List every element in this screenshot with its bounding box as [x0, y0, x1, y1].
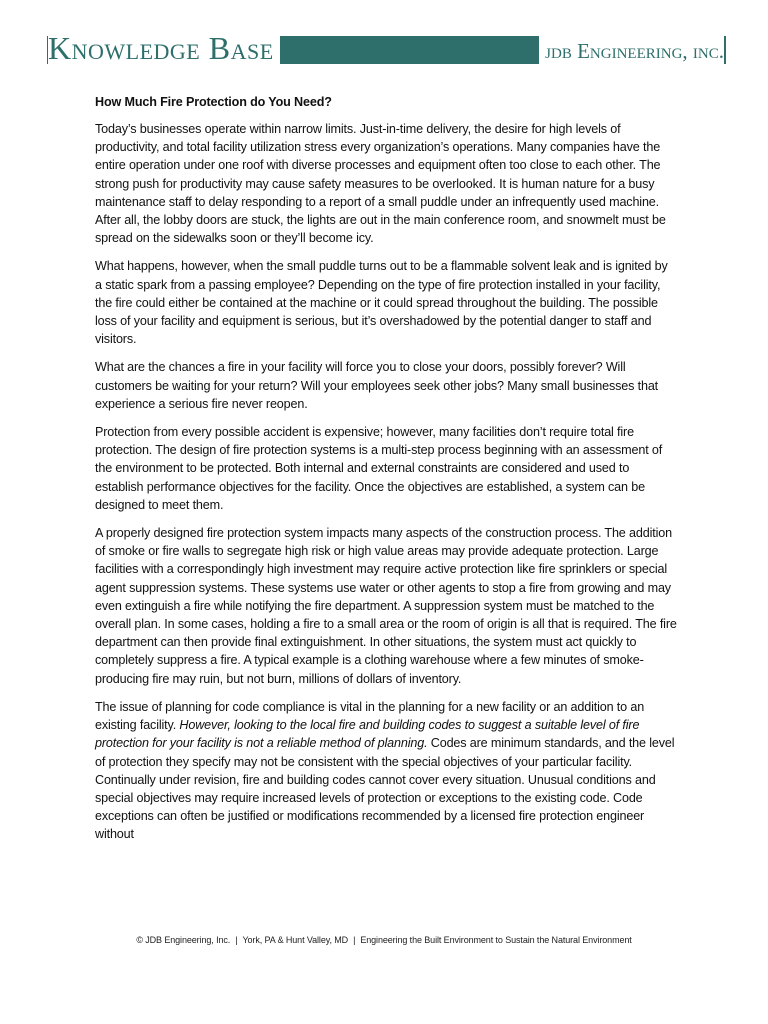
- paragraph-4: Protection from every possible accident is expensive; however, many facilities don’t require total fire protection. The design of fire protection systems is a multi-step process beginning with an assessment of the environment to be protected. Both internal and external constraints are considered and used to establish performance objectives for the facility. Once the objectives are established, a system can be designed to meet them.: [95, 425, 663, 512]
- article-body: [95, 93, 677, 854]
- paragraph-5: A properly designed fire protection system impacts many aspects of the construction process. The addition of smoke or fire walls to segregate high risk or high value areas may provide adequate protection. Large facilities with a correspondingly high investment may require active protection like fire sprinklers or special agent suppression systems. These systems use water or other agents to stop a fire from growing and may even extinguish a fire while notifying the fire department. A suppression system must be matched to the overall plan. In some cases, holding a fire to a small area or the room of origin is all that is required. The fire department can then provide final extinguishment. In other situations, the system must act quickly to completely suppress a fire. A typical example is a clothing warehouse where a few minutes of smoke-producing fire may ruin, but not burn, millions of dollars of inventory.: [95, 526, 677, 686]
- paragraph-6: [95, 698, 677, 844]
- paragraph-6-italic: However, looking to the local fire and building codes to suggest a suitable level of fire protection for your facility is not a reliable method of planning.: [95, 718, 640, 751]
- paragraph-3: What are the chances a fire in your facility will force you to close your doors, possibly forever? Will customers be waiting for your return? Will your employees seek other jobs? Many small businesses that experience a serious fire never reopen.: [95, 360, 659, 411]
- paragraph-1: Today’s businesses operate within narrow limits. Just-in-time delivery, the desire for high levels of productivity, and total facility utilization stress every organization’s operations. Many companies have the entire operation under one roof with diverse processes and equipment often too close to each other. The strong push for productivity may cause safety measures to be overlooked. It is human nature for a busy maintenance staff to delay responding to a report of a small puddle under an infrequently used machine. After all, the lobby doors are stuck, the lights are out in the main conference room, and snowmelt must be spread on the sidewalks soon or they’ll become icy.: [95, 122, 666, 246]
- footer-separator: |: [235, 935, 238, 945]
- knowledge-base-title: Knowledge Base: [48, 30, 280, 66]
- company-logo-text: jdb Engineering, inc.: [539, 36, 724, 64]
- paragraph-6-rest: Codes are minimum standards, and the level of protection they specify may not be consistent with the special objectives of your particular facility. Continually under revision, fire and building codes cannot cover every situation. Unusual conditions and special objectives may require increased levels of protection or exceptions to the existing code. Code exceptions can often be justified or modifications recommended by a licensed fire protection engineer without: [95, 736, 675, 842]
- article-title: How Much Fire Protection do You Need?: [95, 95, 332, 109]
- page-footer: [0, 933, 768, 947]
- footer-tagline: Engineering the Built Environment to Sustain the Natural Environment: [360, 935, 632, 945]
- footer-locations: York, PA & Hunt Valley, MD: [242, 935, 349, 945]
- paragraph-6-intro: The issue of planning for code compliance is vital in the planning for a new facility or an addition to an existing facility.: [95, 699, 645, 733]
- paragraph-2: What happens, however, when the small puddle turns out to be a flammable solvent leak and is ignited by a static spark from a passing employee? Depending on the type of fire protection installed in your facility, the fire could either be contained at the machine or it could spread throughout the building. The possible loss of your facility and equipment is serious, but it’s overshadowed by the potential danger to staff and visitors.: [95, 259, 668, 347]
- footer-separator: |: [353, 935, 356, 945]
- footer-copyright: © JDB Engineering, Inc.: [136, 935, 231, 945]
